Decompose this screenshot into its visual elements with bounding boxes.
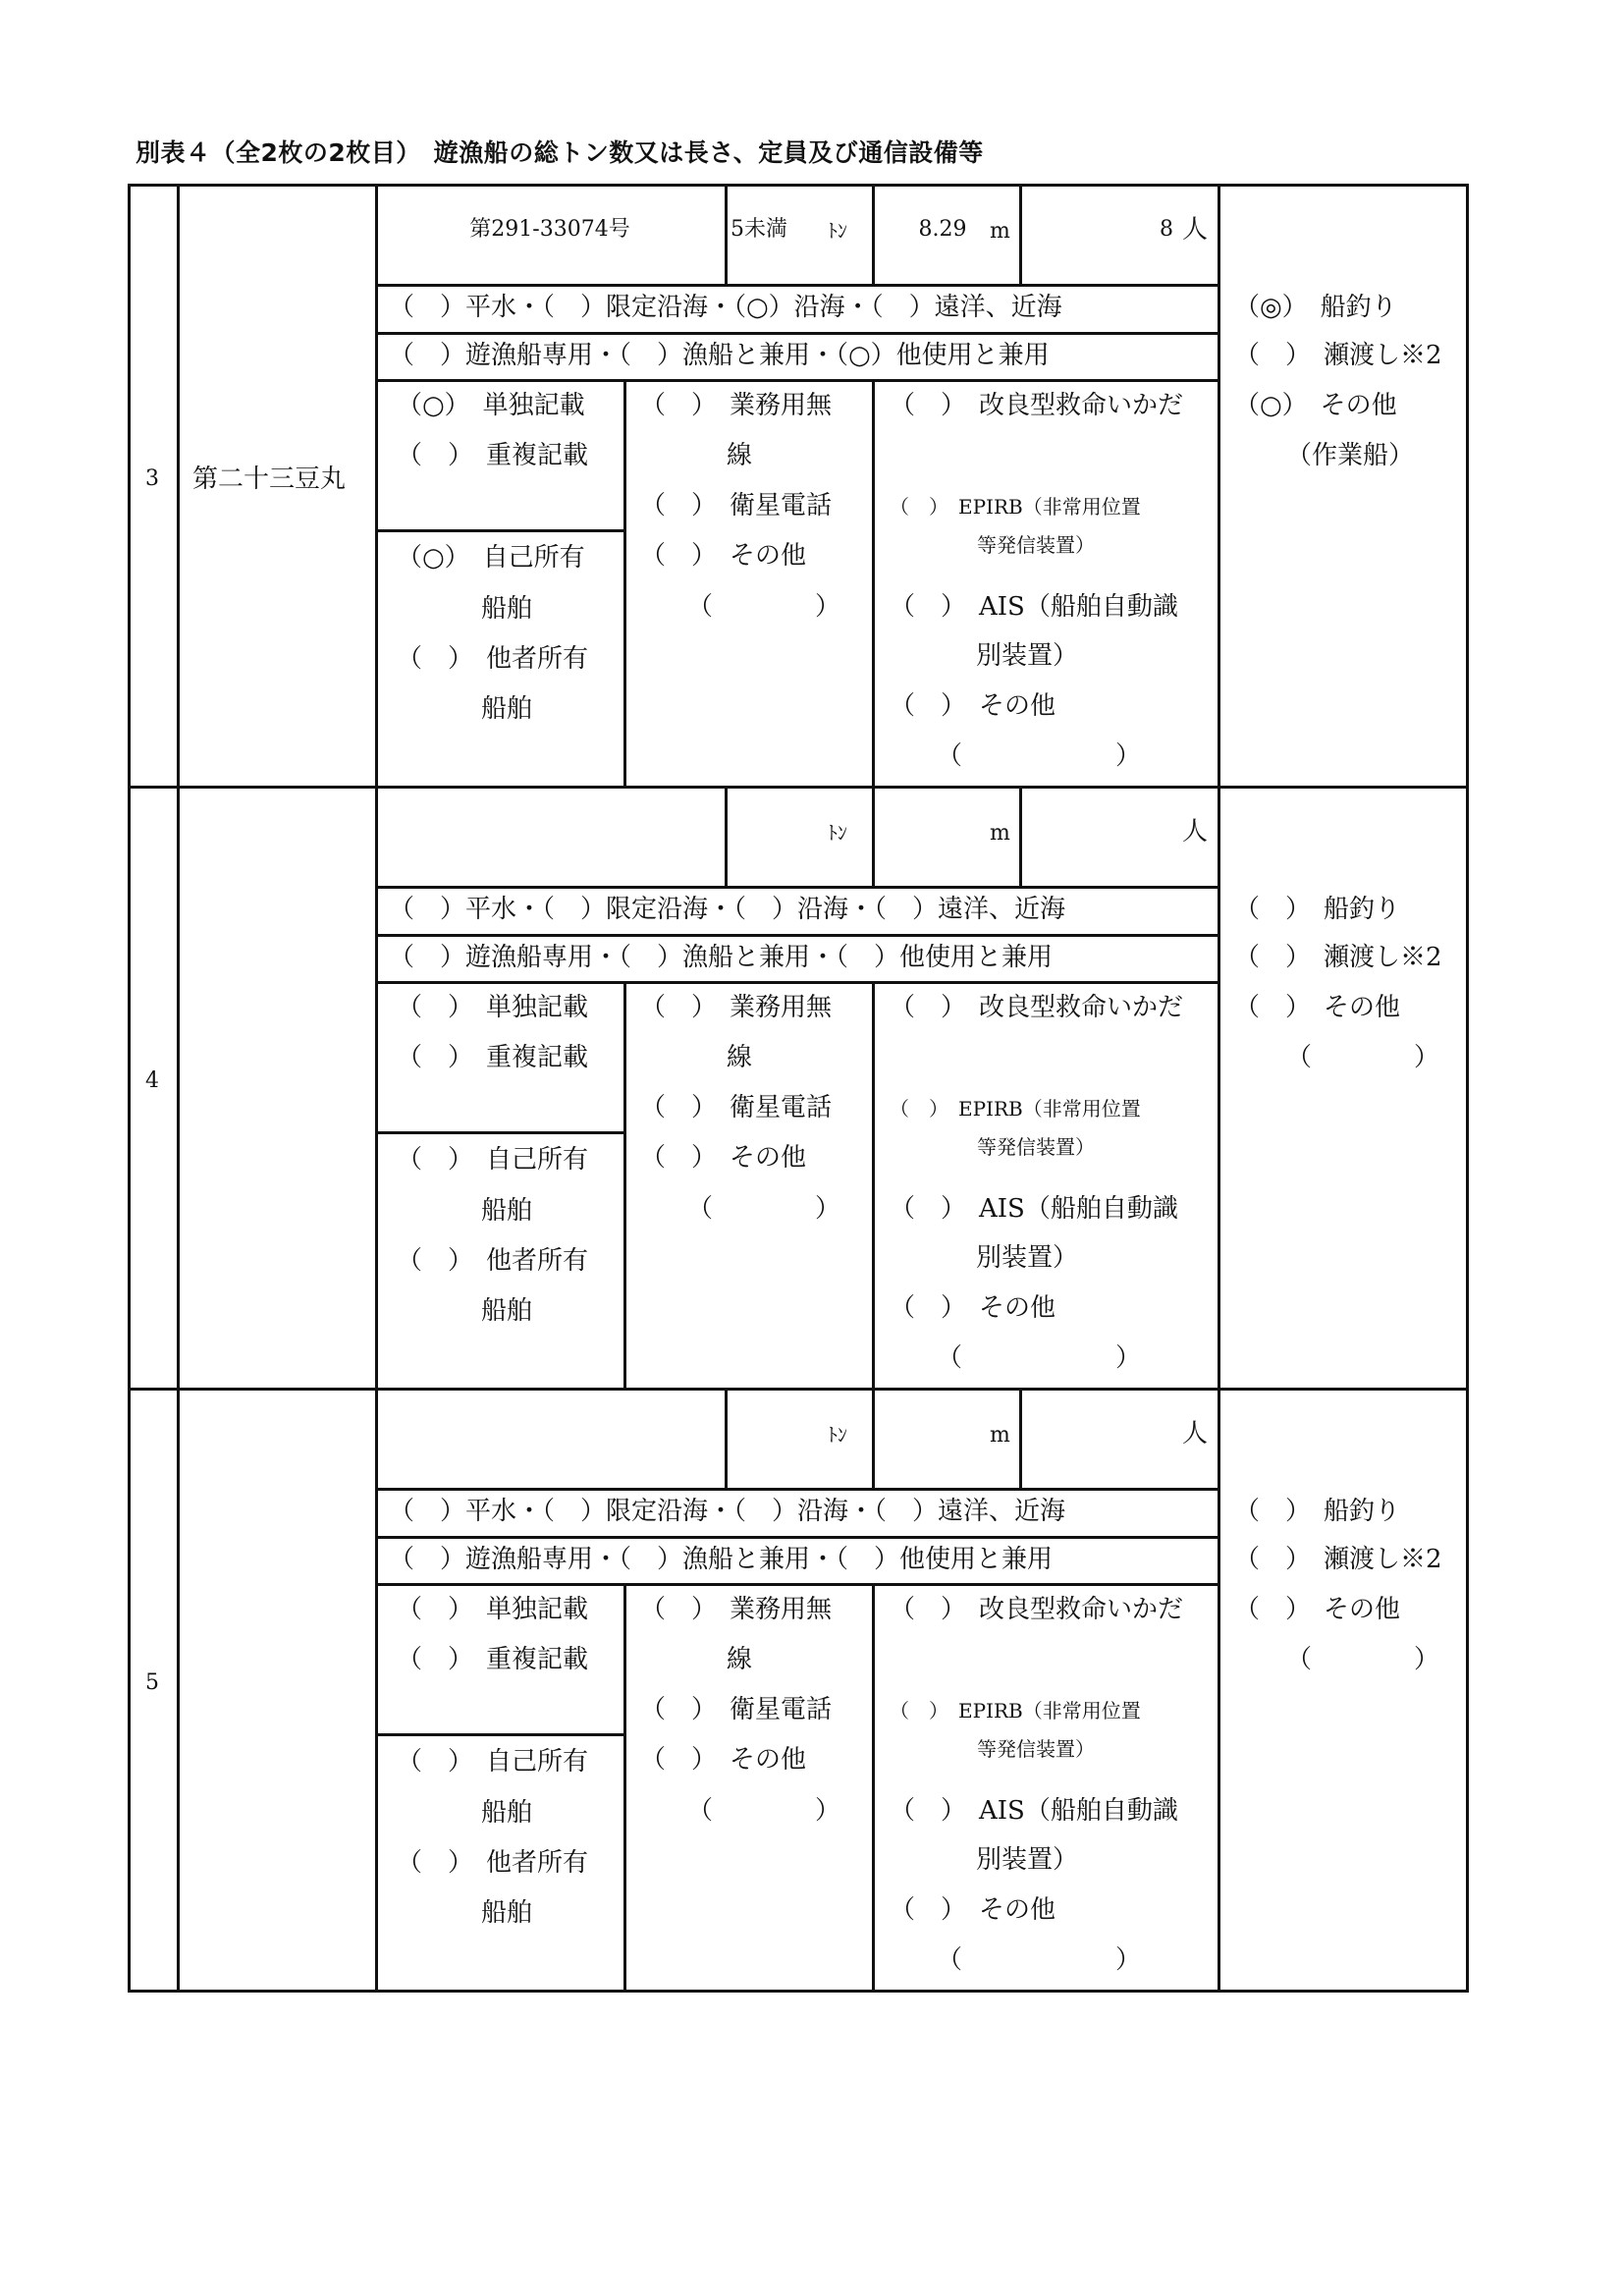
ownership-other: （ ） 他者所有 xyxy=(397,1246,589,1276)
safety-ais-cont: 別装置） xyxy=(976,1845,1079,1875)
table-hline xyxy=(375,1536,1220,1539)
table-vline xyxy=(872,379,875,789)
safety-liferaft: （ ） 改良型救命いかだ xyxy=(890,993,1184,1022)
safety-epirb-cont: 等発信装置） xyxy=(977,533,1095,557)
row-number: 4 xyxy=(145,1068,159,1093)
table-hline xyxy=(128,1388,1469,1391)
purpose-other: （ ） その他 xyxy=(1234,993,1401,1022)
comm-satellite-phone: （ ） 衛星電話 xyxy=(640,1695,833,1724)
table-vline xyxy=(375,1388,378,1993)
safety-other-detail: （ ） xyxy=(937,1343,1142,1373)
ownership-self: （○） 自己所有 xyxy=(397,543,585,573)
length-unit: m xyxy=(990,1423,1010,1448)
safety-other: （ ） その他 xyxy=(890,691,1056,721)
safety-liferaft: （ ） 改良型救命いかだ xyxy=(890,1595,1184,1624)
tonnage-unit: ﾄﾝ xyxy=(828,219,847,243)
comm-other: （ ） その他 xyxy=(640,1745,807,1775)
table-hline xyxy=(375,529,626,532)
comm-other: （ ） その他 xyxy=(640,541,807,571)
registry-single: （ ） 単独記載 xyxy=(397,993,589,1022)
table-vline xyxy=(623,379,626,789)
table-vline xyxy=(725,184,728,287)
ownership-self-vessel: 船舶 xyxy=(481,1798,533,1828)
table-vline xyxy=(1218,184,1220,789)
ownership-self: （ ） 自己所有 xyxy=(397,1145,589,1175)
purpose-fishing: （ ） 船釣り xyxy=(1234,1497,1401,1526)
table-vline xyxy=(128,1388,131,1993)
navigation-area: （ ）平水・（ ）限定沿海・（ ）沿海・（ ）遠洋、近海 xyxy=(389,1497,1066,1526)
comm-business-radio: （ ） 業務用無 xyxy=(640,993,833,1022)
table-hline xyxy=(375,1583,1220,1586)
table-vline xyxy=(1466,786,1469,1391)
tonnage-unit: ﾄﾝ xyxy=(828,821,847,845)
table-vline xyxy=(872,981,875,1391)
capacity-unit: 人 xyxy=(1181,215,1208,245)
safety-epirb-cont: 等発信装置） xyxy=(977,1737,1095,1761)
purpose-ferry: （ ） 瀬渡し※2 xyxy=(1234,943,1442,972)
safety-ais-cont: 別装置） xyxy=(976,1243,1079,1273)
vessel-name: 第二十三豆丸 xyxy=(192,465,347,494)
purpose-other-detail: （作業船） xyxy=(1286,441,1415,470)
table-hline xyxy=(375,1131,626,1134)
ownership-other-vessel: 船舶 xyxy=(481,1898,533,1928)
ownership-other: （ ） 他者所有 xyxy=(397,1848,589,1878)
table-vline xyxy=(177,184,180,789)
length-unit: m xyxy=(990,821,1010,846)
purpose-fishing: （◎） 船釣り xyxy=(1234,293,1397,322)
table-vline xyxy=(1218,1388,1220,1993)
table-vline xyxy=(872,786,875,889)
table-vline xyxy=(375,184,378,789)
comm-business-radio: （ ） 業務用無 xyxy=(640,391,833,420)
comm-satellite-phone: （ ） 衛星電話 xyxy=(640,1093,833,1122)
table-hline xyxy=(375,886,1220,889)
safety-other: （ ） その他 xyxy=(890,1293,1056,1323)
table-vline xyxy=(1019,1388,1022,1491)
vessel-usage: （ ）遊漁船専用・（ ）漁船と兼用・（ ）他使用と兼用 xyxy=(389,943,1054,972)
purpose-fishing: （ ） 船釣り xyxy=(1234,895,1401,924)
table-hline xyxy=(375,332,1220,335)
table-vline xyxy=(623,1583,626,1993)
table-hline xyxy=(375,1733,626,1736)
safety-ais: （ ） AIS（船舶自動識 xyxy=(890,1796,1178,1826)
comm-business-radio-cont: 線 xyxy=(727,1645,753,1674)
vessel-usage: （ ）遊漁船専用・（ ）漁船と兼用・（○）他使用と兼用 xyxy=(389,341,1050,370)
table-vline xyxy=(872,1583,875,1993)
registry-duplicate: （ ） 重複記載 xyxy=(397,1645,589,1674)
table-vline xyxy=(375,786,378,1391)
ownership-other-vessel: 船舶 xyxy=(481,1296,533,1326)
table-vline xyxy=(177,1388,180,1993)
table-vline xyxy=(1466,184,1469,789)
safety-other-detail: （ ） xyxy=(937,741,1142,771)
table-vline xyxy=(872,184,875,287)
table-hline xyxy=(375,934,1220,937)
page-title: 別表４（全2枚の2枚目） 遊漁船の総トン数又は長さ、定員及び通信設備等 xyxy=(135,138,984,167)
table-hline xyxy=(375,1488,1220,1491)
table-vline xyxy=(725,1388,728,1491)
table-vline xyxy=(872,1388,875,1491)
registry-single: （○） 単独記載 xyxy=(397,391,585,420)
comm-other-detail: （ ） xyxy=(687,1194,841,1224)
comm-other-detail: （ ） xyxy=(687,1796,841,1826)
comm-satellite-phone: （ ） 衛星電話 xyxy=(640,491,833,520)
safety-epirb: （ ） EPIRB（非常用位置 xyxy=(890,495,1141,519)
table-vline xyxy=(1218,786,1220,1391)
comm-business-radio: （ ） 業務用無 xyxy=(640,1595,833,1624)
row-number: 5 xyxy=(145,1670,159,1695)
purpose-other-detail: （ ） xyxy=(1286,1645,1440,1674)
purpose-other: （ ） その他 xyxy=(1234,1595,1401,1624)
safety-ais: （ ） AIS（船舶自動識 xyxy=(890,592,1178,622)
safety-other-detail: （ ） xyxy=(937,1945,1142,1975)
tonnage-value: 5未満 xyxy=(731,217,787,242)
ownership-other: （ ） 他者所有 xyxy=(397,644,589,674)
registry-duplicate: （ ） 重複記載 xyxy=(397,1043,589,1072)
safety-epirb: （ ） EPIRB（非常用位置 xyxy=(890,1699,1141,1722)
navigation-area: （ ）平水・（ ）限定沿海・（ ）沿海・（ ）遠洋、近海 xyxy=(389,895,1066,924)
registry-single: （ ） 単独記載 xyxy=(397,1595,589,1624)
safety-epirb-cont: 等発信装置） xyxy=(977,1135,1095,1159)
vessel-usage: （ ）遊漁船専用・（ ）漁船と兼用・（ ）他使用と兼用 xyxy=(389,1545,1054,1574)
tonnage-unit: ﾄﾝ xyxy=(828,1423,847,1447)
table-vline xyxy=(128,184,131,789)
registration-number: 第291-33074号 xyxy=(469,217,630,242)
registry-duplicate: （ ） 重複記載 xyxy=(397,441,589,470)
table-hline xyxy=(128,786,1469,789)
table-hline xyxy=(128,184,1469,187)
ownership-self-vessel: 船舶 xyxy=(481,1196,533,1226)
ownership-self-vessel: 船舶 xyxy=(481,594,533,624)
safety-other: （ ） その他 xyxy=(890,1895,1056,1925)
safety-ais: （ ） AIS（船舶自動識 xyxy=(890,1194,1178,1224)
comm-business-radio-cont: 線 xyxy=(727,441,753,470)
purpose-ferry: （ ） 瀬渡し※2 xyxy=(1234,341,1442,370)
comm-other: （ ） その他 xyxy=(640,1143,807,1173)
purpose-other: （○） その他 xyxy=(1234,391,1397,420)
comm-other-detail: （ ） xyxy=(687,592,841,622)
purpose-ferry: （ ） 瀬渡し※2 xyxy=(1234,1545,1442,1574)
table-hline xyxy=(375,379,1220,382)
capacity-value: 8 xyxy=(1160,217,1173,242)
navigation-area: （ ）平水・（ ）限定沿海・（○）沿海・（ ）遠洋、近海 xyxy=(389,293,1062,322)
table-hline xyxy=(375,981,1220,984)
length-value: 8.29 xyxy=(918,217,967,242)
table-vline xyxy=(1466,1388,1469,1993)
table-vline xyxy=(725,786,728,889)
row-number: 3 xyxy=(145,466,159,491)
safety-liferaft: （ ） 改良型救命いかだ xyxy=(890,391,1184,420)
table-hline xyxy=(375,284,1220,287)
capacity-unit: 人 xyxy=(1181,1419,1208,1449)
table-vline xyxy=(1019,786,1022,889)
safety-ais-cont: 別装置） xyxy=(976,641,1079,671)
table-vline xyxy=(128,786,131,1391)
ownership-self: （ ） 自己所有 xyxy=(397,1747,589,1777)
capacity-unit: 人 xyxy=(1181,817,1208,847)
safety-epirb: （ ） EPIRB（非常用位置 xyxy=(890,1097,1141,1121)
table-vline xyxy=(177,786,180,1391)
table-vline xyxy=(1019,184,1022,287)
purpose-other-detail: （ ） xyxy=(1286,1043,1440,1072)
table-hline xyxy=(128,1990,1469,1993)
length-unit: m xyxy=(990,219,1010,244)
ownership-other-vessel: 船舶 xyxy=(481,694,533,724)
comm-business-radio-cont: 線 xyxy=(727,1043,753,1072)
table-vline xyxy=(623,981,626,1391)
